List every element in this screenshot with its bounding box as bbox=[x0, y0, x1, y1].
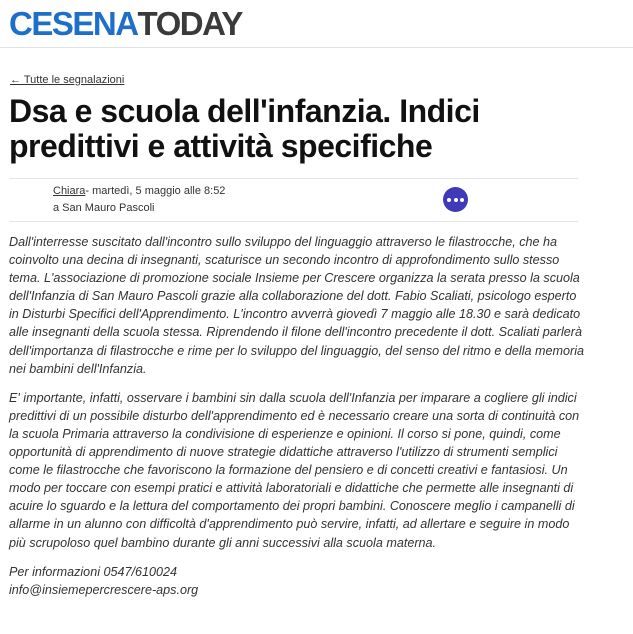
meta-bottom-divider bbox=[9, 221, 578, 222]
contact-email[interactable]: info@insiemepercrescere-aps.org bbox=[9, 582, 199, 597]
article-body bbox=[9, 233, 584, 599]
article-meta bbox=[53, 183, 225, 217]
contact-phone: Per informazioni 0547/610024 bbox=[9, 564, 178, 579]
more-options-button[interactable] bbox=[443, 187, 468, 212]
more-options-icon bbox=[447, 198, 451, 202]
meta-top-divider bbox=[9, 178, 578, 179]
article-title: Dsa e scuola dell'infanzia. Indici predittivi e attività specifiche bbox=[9, 93, 480, 164]
article-paragraph: Dall'interresse suscitato dall'incontro sullo sviluppo del linguaggio attraverso le filastrocche, che ha coinvolto una decina di insegnanti, scaturisce un secondo incontro di approfondimento sullo stesso tema. L'associazione di promozione sociale Insieme per Crescere organizza la serata presso la scuola dell'Infanzia di San Mauro Pascoli grazie alla collaborazione del dott. Fabio Scaliati, psicologo esperto in Disturbi Specifici dell'Apprendimento. L'incontro avverrà giovedì 7 maggio alle 18.30 e sarà dedicato alle insegnanti della scuola stessa. Riprendendo il filone dell'incontro precedente il dott. Scaliati parlerà dell'importanza di filastrocche e rime per lo sviluppo del linguaggio, del senso del ritmo e della memoria nei bambini dell'Infanzia. bbox=[9, 235, 585, 376]
more-options-icon-dot bbox=[454, 198, 458, 202]
site-logo[interactable] bbox=[9, 4, 242, 44]
article-paragraph: E' importante, infatti, osservare i bambini sin dalla scuola dell'Infanzia per imparare a cogliere gli indici predittivi di un possibile disturbo dell'apprendimento ed è necessario creare una sorta di continuità con la scuola Primaria attraverso la condivisione di esperienze e opinioni. Il corso si pone, quindi, come opportunità di apprendimento di nuove strategie didattiche attraverso l'utilizzo di strumenti semplici come le filastrocche che favoriscono la formazione del pensiero e di concetti creativi e fantasiosi. Un modo per toccare con esempi pratici e attività laboratoriali e didattiche che permette alle insegnanti di acuire lo sguardo e la lettura del comportamento dei propri bambini. Conoscere meglio i campanelli di allarme in un alunno con difficoltà d'apprendimento può servire, infatti, ad allertare e seguire in modo più scrupoloso quel bambino durante gli anni successivi alla scuola materna. bbox=[9, 390, 580, 550]
back-to-reports-link[interactable]: ← Tutte le segnalazioni bbox=[10, 74, 125, 86]
logo-text-today: TODAY bbox=[137, 5, 242, 42]
logo-text-cesena: CESENA bbox=[9, 5, 138, 42]
header-divider bbox=[0, 47, 633, 48]
article-location: a San Mauro Pascoli bbox=[53, 202, 155, 214]
publish-date: - martedì, 5 maggio alle 8:52 bbox=[85, 185, 226, 197]
more-options-icon-dot bbox=[460, 198, 464, 202]
contact-info bbox=[9, 563, 584, 599]
author-link[interactable]: Chiara bbox=[53, 185, 86, 197]
